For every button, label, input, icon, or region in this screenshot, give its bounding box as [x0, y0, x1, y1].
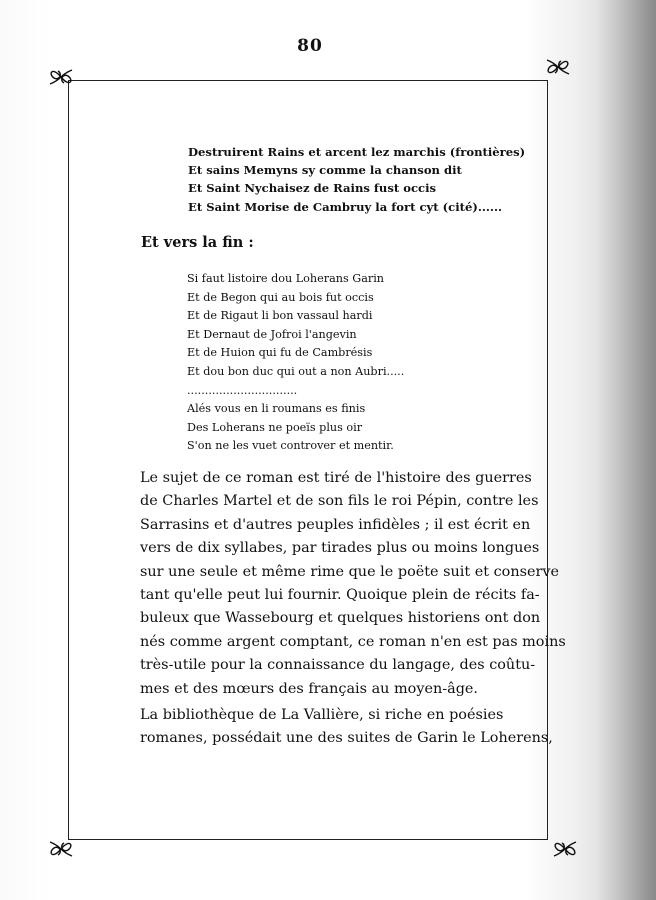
verse-line: Si faut listoire dou Loherans Garin — [187, 272, 385, 285]
paragraph-line: mes et des mœurs des français au moyen-âge. — [140, 680, 478, 697]
verse-line: Des Loherans ne poeïs plus oir — [187, 420, 363, 434]
paragraph-line: romanes, possédait une des suites de Garin le Loherens, — [140, 730, 553, 747]
paragraph-line: de Charles Martel et de son fils le roi Pépin, contre les — [140, 493, 539, 510]
paragraph-line: très-utile pour la connaissance du langage, des coûtu- — [140, 657, 536, 674]
verse-introduction: Et vers la fin : — [141, 234, 254, 251]
body-paragraph-2 — [140, 704, 553, 751]
paragraph-line: vers de dix syllabes, par tirades plus ou moins longues — [140, 540, 540, 557]
verse-line: Et de Huion qui fu de Cambrésis — [187, 346, 373, 360]
verse-ellipsis-line: ............................... — [187, 383, 298, 397]
verse-quotation-2 — [187, 270, 404, 456]
paragraph-line: Sarrasins et d'autres peuples infidèles ; il est écrit en — [140, 516, 531, 533]
verse-line: Et Saint Morise de Cambruy la fort cyt (cité)...... — [188, 199, 503, 214]
page-binding-shadow — [596, 0, 656, 900]
page-number: 80 — [297, 36, 323, 56]
paragraph-line: tant qu'elle peut lui fournir. Quoique plein de récits fa- — [140, 587, 540, 604]
verse-line: S'on ne les vuet controver et mentir. — [187, 439, 394, 453]
verse-quotation-1 — [188, 143, 525, 216]
body-paragraph-1 — [140, 467, 566, 701]
corner-ornament-top-right — [543, 52, 573, 82]
verse-line: Destruirent Rains et arcent lez marchis (frontières) — [188, 145, 526, 159]
verse-line: Et de Rigaut li bon vassaul hardi — [187, 309, 373, 323]
verse-line: Et Saint Nychaisez de Rains fust occis — [188, 181, 437, 196]
paragraph-line: sur une seule et même rime que le poëte suit et conserve — [140, 563, 560, 580]
paragraph-line: nés comme argent comptant, ce roman n'en est pas moins — [140, 633, 566, 650]
verse-line: Et de Begon qui au bois fut occis — [187, 290, 374, 304]
paragraph-line: Le sujet de ce roman est tiré de l'histoire des guerres — [140, 470, 532, 486]
verse-line: Alés vous en li roumans es finis — [187, 402, 366, 416]
corner-ornament-bottom-right — [550, 834, 580, 864]
verse-line: Et dou bon duc qui out a non Aubri..... — [187, 364, 405, 378]
verse-line: Et Dernaut de Jofroi l'angevin — [187, 327, 357, 341]
corner-ornament-bottom-left — [46, 834, 76, 864]
paragraph-line: buleux que Wassebourg et quelques historiens ont don — [140, 610, 541, 627]
corner-ornament-top-left — [46, 62, 76, 92]
paragraph-line: La bibliothèque de La Vallière, si riche en poésies — [140, 707, 504, 723]
verse-line: Et sains Memyns sy comme la chanson dit — [188, 163, 462, 178]
